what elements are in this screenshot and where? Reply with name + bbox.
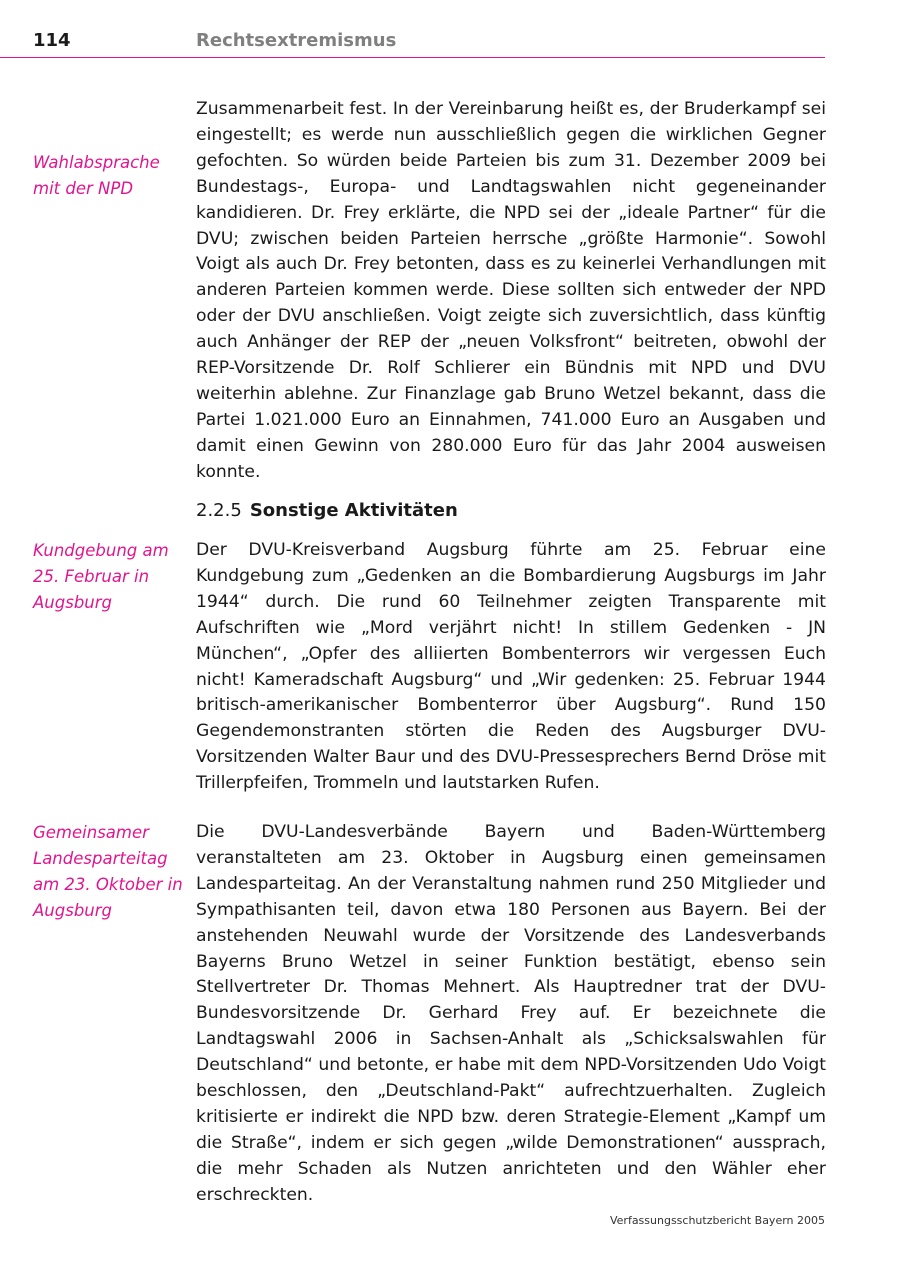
paragraph-landesparteitag: Die DVU-Landesverbände Bayern und Baden-Württemberg veranstalteten am 23. Oktober in Augsburg einen gemeinsamen Landesparteitag. An der Veranstaltung nahmen rund 250 Mitglieder und Sympathisanten teil, davon etwa 180 Personen aus Bayern. Bei der anstehenden Neuwahl wurde der Vorsitzende des Landesverbands Bayerns Bruno Wetzel in seiner Funktion bestätigt, ebenso sein Stellvertreter Dr. Thomas Mehnert. Als Hauptredner trat der DVU-Bundesvorsitzende Dr. Gerhard Frey auf. Er bezeichnete die Landtagswahl 2006 in Sachsen-Anhalt als „Schicksalswahlen für Deutschland“ und betonte, er habe mit dem NPD-Vorsitzenden Udo Voigt beschlossen, den „Deutschland-Pakt“ aufrechtzuerhalten. Zugleich kritisierte er indirekt die NPD bzw. deren Strategie-Element „Kampf um die Straße“, indem er sich gegen „wilde Demonstrationen“ aussprach, die mehr Schaden als Nutzen anrichteten und den Wähler eher erschreckten. xyxy=(196,822,826,1205)
footer-source: Verfassungsschutzbericht Bayern 2005 xyxy=(609,1214,825,1227)
paragraph-kundgebung: Der DVU-Kreisverband Augsburg führte am 25. Februar eine Kundgebung zum „Gedenken an die Bombardierung Augsburgs im Jahr 1944“ durch. Die rund 60 Teilnehmer zeigten Transparente mit Aufschriften wie „Mord verjährt nicht! In stillem Gedenken - JN München“, „Opfer des alliierten Bombenterrors wir vergessen Euch nicht! Kameradschaft Augsburg“ und „Wir gedenken: 25. Februar 1944 britisch-amerikanischer Bombenterror über Augsburg“. Rund 150 Gegendemonstranten störten die Reden des Augsburger DVU-Vorsitzenden Walter Baur und des DVU-Pressesprechers Bernd Dröse mit Trillerpfeifen, Trommeln und lautstarken Rufen. xyxy=(196,540,826,794)
chapter-title: Rechtsextremismus xyxy=(196,30,397,51)
paragraph-zusammenarbeit: Zusammenarbeit fest. In der Vereinbarung heißt es, der Bruderkampf sei eingestellt; es werde nun ausschließlich gegen die wirklichen Gegner gefochten. So würden beide Parteien bis zum 31. Dezember 2009 bei Bundestags-, Europa- und Landtagswahlen nicht gegeneinander kandidieren. Dr. Frey erklärte, die NPD sei der „ideale Partner“ für die DVU; zwischen beiden Parteien herrsche „größte Harmonie“. Sowohl Voigt als auch Dr. Frey betonten, dass es zu keinerlei Verhandlungen mit anderen Parteien kommen werde. Diese sollten sich entweder der NPD oder der DVU anschließen. Voigt zeigte sich zuversichtlich, dass künftig auch Anhänger der REP der „neuen Volksfront“ beitreten, obwohl der REP-Vorsitzende Dr. Rolf Schlierer ein Bündnis mit NPD und DVU weiterhin ablehne. Zur Finanzlage gab Bruno Wetzel bekannt, dass die Partei 1.021.000 Euro an Einnahmen, 741.000 Euro an Ausgaben und damit einen Gewinn von 280.000 Euro für das Jahr 2004 ausweisen konnte. xyxy=(196,99,826,482)
page-number: 114 xyxy=(33,30,71,51)
section-title: Sonstige Aktivitäten xyxy=(249,500,458,521)
margin-note-wahlabsprache: Wahlabsprache mit der NPD xyxy=(33,153,160,198)
section-number: 2.2.5 xyxy=(196,500,242,521)
section-heading xyxy=(196,498,458,524)
header-divider xyxy=(0,57,825,58)
margin-note-kundgebung: Kundgebung am 25. Februar in Augsburg xyxy=(33,541,169,612)
margin-note-landesparteitag: Gemeinsamer Landesparteitag am 23. Oktober in Augsburg xyxy=(33,823,183,920)
